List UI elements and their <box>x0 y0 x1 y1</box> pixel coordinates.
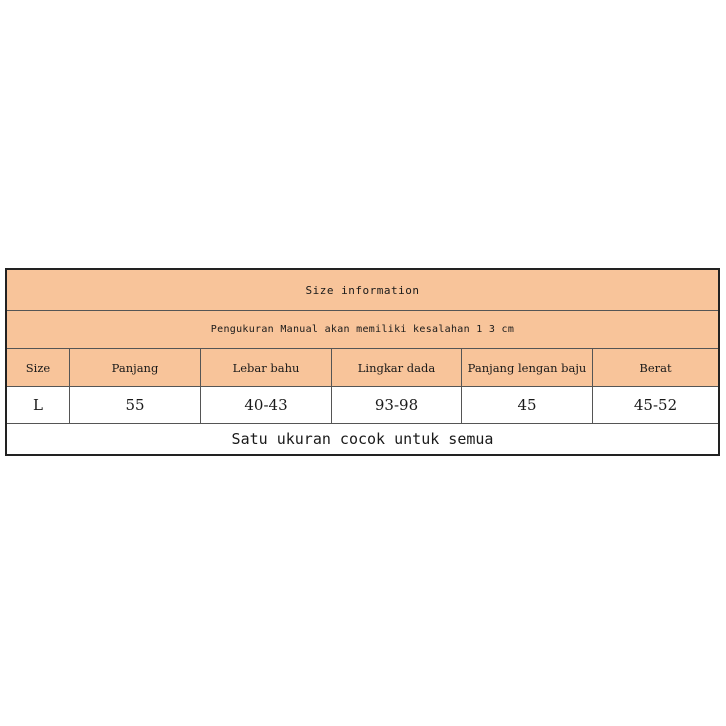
value-panjang: 55 <box>69 387 200 423</box>
header-berat: Berat <box>592 349 718 386</box>
header-lingkar-dada: Lingkar dada <box>331 349 461 386</box>
value-lingkar-dada: 93-98 <box>331 387 461 423</box>
table-title: Size information <box>305 283 420 297</box>
one-size-note: Satu ukuran cocok untuk semua <box>231 430 494 448</box>
value-panjang-lengan-baju: 45 <box>461 387 592 423</box>
header-lebar-bahu: Lebar bahu <box>200 349 331 386</box>
table-title-row <box>7 270 718 310</box>
value-berat: 45-52 <box>592 387 718 423</box>
table-footer-row <box>7 423 718 454</box>
header-panjang-lengan-baju: Panjang lengan baju <box>461 349 592 386</box>
value-lebar-bahu: 40-43 <box>200 387 331 423</box>
header-panjang: Panjang <box>69 349 200 386</box>
measurement-note-row <box>7 310 718 348</box>
measurement-note: Pengukuran Manual akan memiliki kesalahan 1 3 cm <box>210 324 515 335</box>
size-information-table <box>5 268 720 456</box>
value-size: L <box>33 396 43 414</box>
table-header-row <box>7 348 718 386</box>
header-size: Size <box>25 360 51 375</box>
table-row <box>7 386 718 423</box>
